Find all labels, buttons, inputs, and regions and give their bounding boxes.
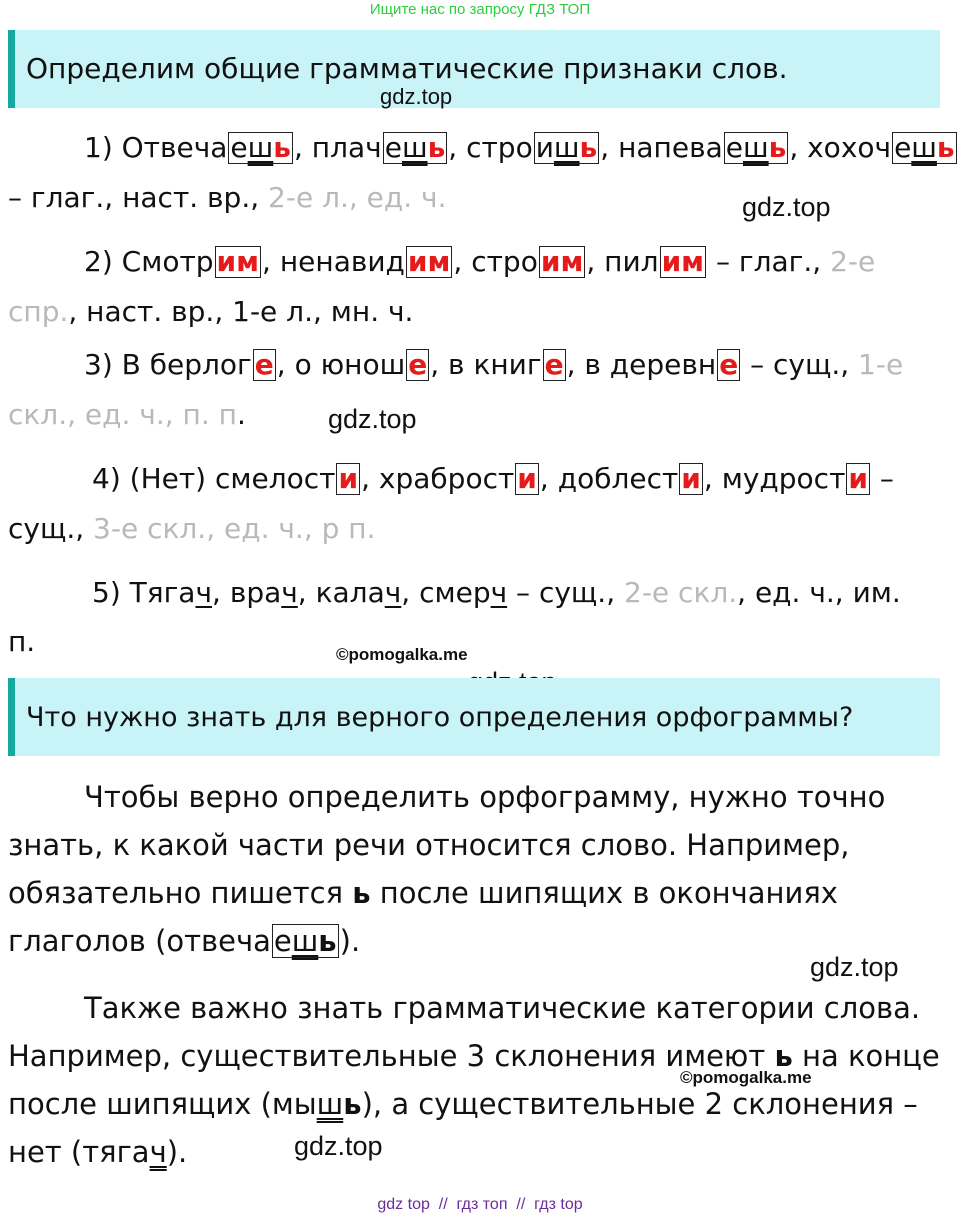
item-2-line-2: спр., наст. вр., 1-е л., мн. ч. xyxy=(8,295,414,328)
watermark-gdz: gdz.top xyxy=(294,1131,383,1161)
ending-box: им xyxy=(216,245,260,278)
ending-box: ешь xyxy=(384,131,446,164)
ending-box: е xyxy=(254,348,274,381)
item-3-line-1: 3) В берлог е , о юнош е , в книг е , в деревн е – сущ., 1-е xyxy=(84,348,904,381)
item-3-line-2: скл., ед. ч., п. п. xyxy=(8,398,246,431)
header-accent-bar xyxy=(8,678,15,756)
section-title: Определим общие грамматические признаки слов. xyxy=(26,52,788,85)
ending-box: им xyxy=(407,245,451,278)
item-5-line-2: п. xyxy=(8,625,36,658)
ending-box: им xyxy=(540,245,584,278)
ending-box: е xyxy=(408,348,428,381)
item-1-line-1: 1) Отвеча ешь , плач ешь , стро ишь , напева ешь , хохоч ешь xyxy=(84,131,955,164)
ending-box: и xyxy=(338,462,359,495)
ending-box: е xyxy=(719,348,739,381)
watermark-gdz: gdz.top xyxy=(380,84,453,109)
item-1-line-2: – глаг., наст. вр., 2-е л., ед. ч. xyxy=(8,181,447,214)
ending-box: им xyxy=(661,245,705,278)
header-accent-bar xyxy=(8,30,15,108)
ending-box: и xyxy=(517,462,537,495)
item-2-line-1: 2) Смотр им , ненавид им , стро им , пил им – глаг., 2-е xyxy=(84,245,876,278)
footer-links: gdz top // гдз топ // гдз top xyxy=(377,1196,583,1213)
item-4-line-1: 4) (Нет) смелост и , храброст и , доблест и , мудрост и – xyxy=(92,462,894,495)
paragraph-2: Также важно знать грамматические категории слова. Например, существительные 3 склонения имеют ь на конце после шипящих (мышь), а существительные 2 склонения – нет (тягач). xyxy=(8,991,940,1169)
watermark-pomogalka: ©pomogalka.me xyxy=(680,1068,812,1087)
ending-box: ешь xyxy=(230,131,291,164)
paragraph-1: Чтобы верно определить орфограмму, нужно точно знать, к какой части речи относится слово. Например, обязательно пишется ь после шипящих в окончаниях глаголов (отвеча ешь ). xyxy=(8,780,886,958)
ending-box: ешь xyxy=(725,131,787,164)
ending-box: и xyxy=(848,462,869,495)
watermark-pomogalka: ©pomogalka.me xyxy=(336,645,468,664)
watermark-gdz: gdz.top xyxy=(810,952,899,982)
section-title: Что нужно знать для верного определения орфограммы? xyxy=(26,702,854,733)
section-header-orthogram xyxy=(8,678,940,756)
ending-box: ешь xyxy=(894,131,955,164)
ending-box: ешь xyxy=(273,924,337,958)
watermark-gdz: gdz.top xyxy=(742,192,831,222)
watermark-gdz: gdz.top xyxy=(328,404,417,434)
ending-box: е xyxy=(544,348,564,381)
item-5-line-1: 5) Тягач, врач, калач, смерч – сущ., 2-е скл., ед. ч., им. xyxy=(92,576,901,609)
ending-box: ишь xyxy=(535,131,598,164)
top-banner: Ищите нас по запросу ГДЗ ТОП xyxy=(369,1,591,18)
item-4-line-2: сущ., 3-е скл., ед. ч., р п. xyxy=(8,512,376,545)
section-header-grammar xyxy=(8,30,940,108)
ending-box: и xyxy=(681,462,701,495)
